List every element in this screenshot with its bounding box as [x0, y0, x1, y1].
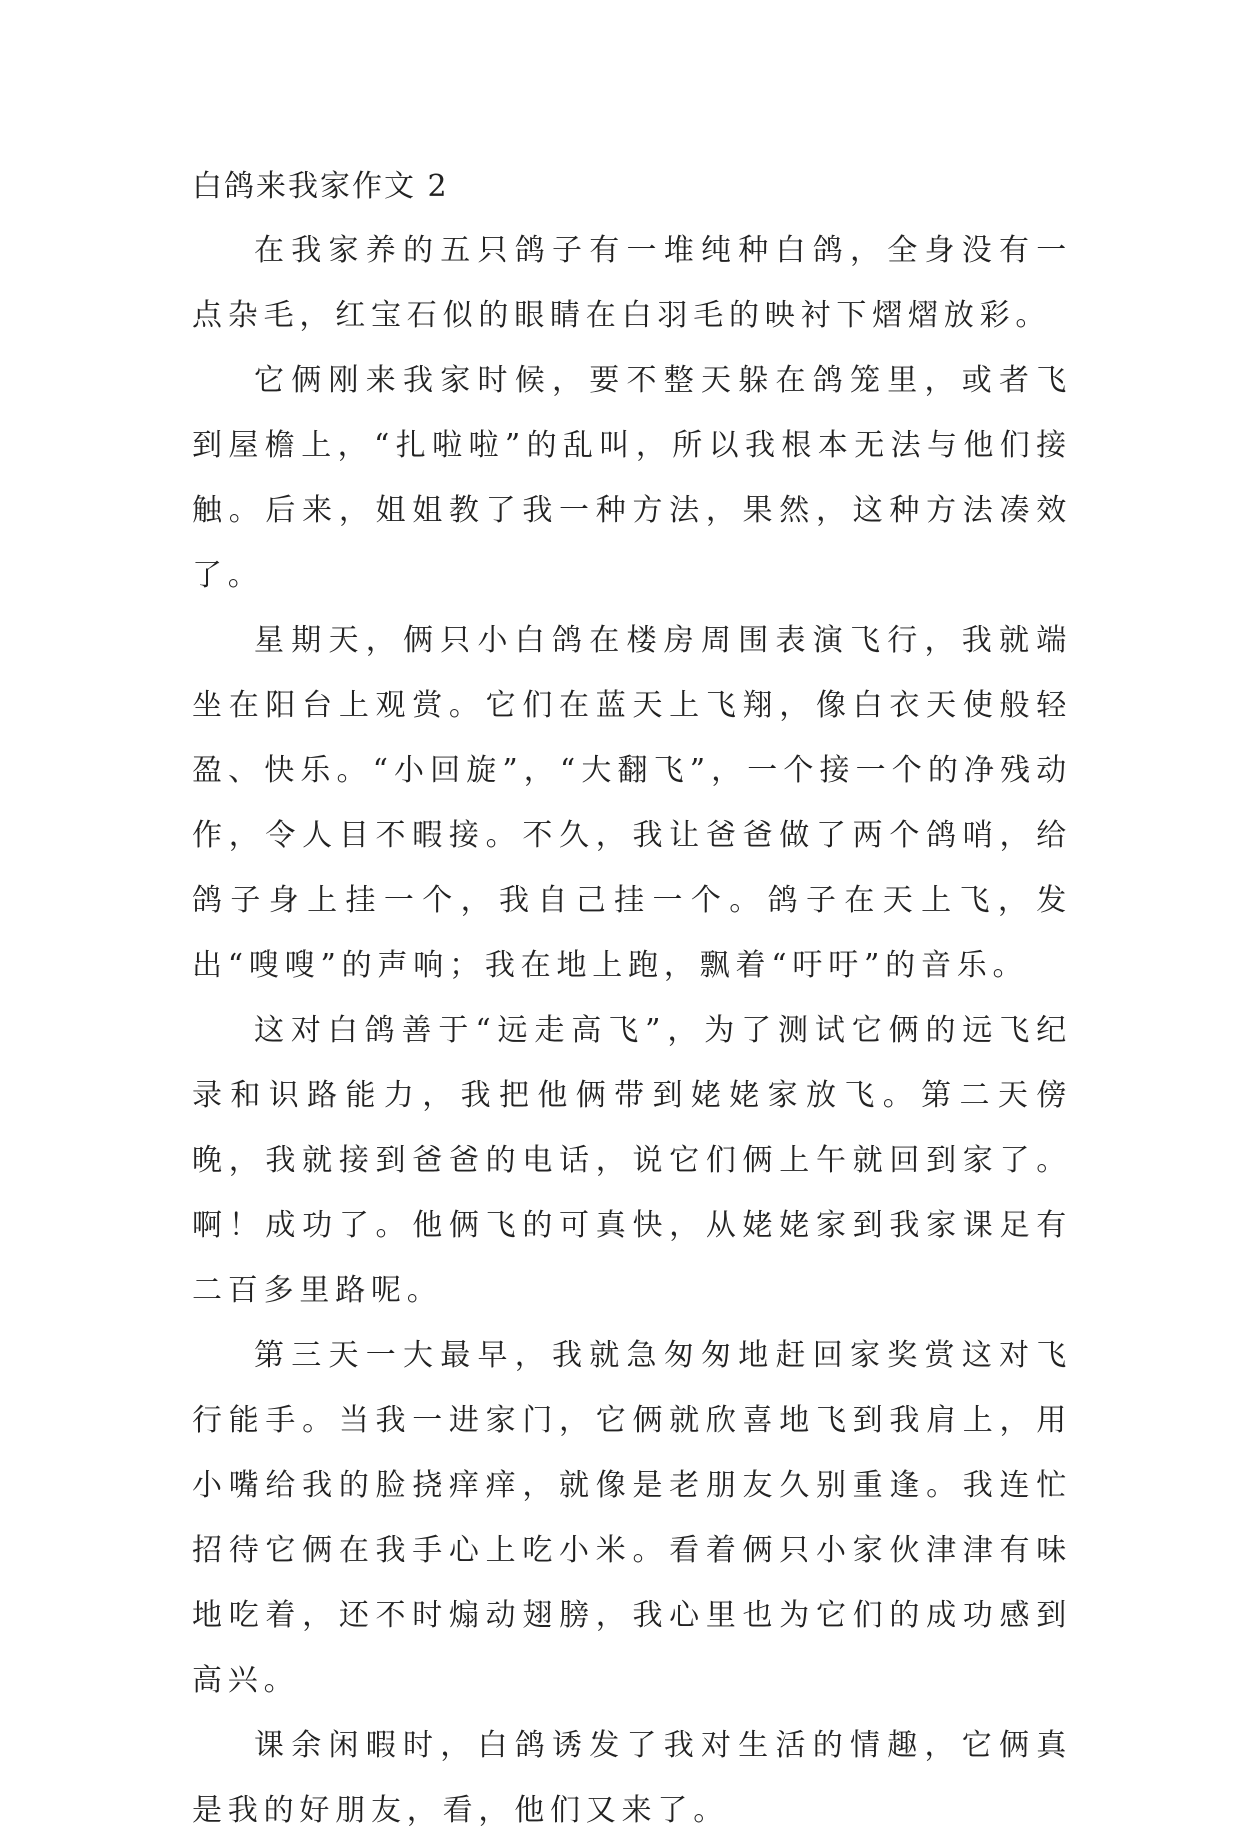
paragraph: 它俩刚来我家时候，要不整天躲在鸽笼里，或者飞到屋檐上，“扎啦啦”的乱叫，所以我根本无法与他们接触。后来，姐姐教了我一种方法，果然，这种方法凑效了。	[192, 363, 1072, 593]
document-body	[192, 162, 1072, 1843]
paragraph: 在我家养的五只鸽子有一堆纯种白鸽，全身没有一点杂毛，红宝石似的眼睛在白羽毛的映衬下熠熠放彩。	[192, 233, 1072, 333]
document-title: 白鸽来我家作文 2	[192, 169, 449, 204]
paragraph: 星期天，俩只小白鸽在楼房周围表演飞行，我就端坐在阳台上观赏。它们在蓝天上飞翔，像白衣天使般轻盈、快乐。“小回旋”，“大翻飞”，一个接一个的净残动作，令人目不暇接。不久，我让爸爸做了两个鸽哨，给鸽子身上挂一个，我自己挂一个。鸽子在天上飞，发出“嗖嗖”的声响；我在地上跑，飘着“吁吁”的音乐。	[192, 623, 1072, 983]
paragraph: 第三天一大最早，我就急匆匆地赶回家奖赏这对飞行能手。当我一进家门，它俩就欣喜地飞到我肩上，用小嘴给我的脸挠痒痒，就像是老朋友久别重逢。我连忙招待它俩在我手心上吃小米。看着俩只小家伙津津有味地吃着，还不时煽动翅膀，我心里也为它们的成功感到高兴。	[192, 1338, 1072, 1698]
paragraph: 这对白鸽善于“远走高飞”，为了测试它俩的远飞纪录和识路能力，我把他俩带到姥姥家放飞。第二天傍晚，我就接到爸爸的电话，说它们俩上午就回到家了。啊！成功了。他俩飞的可真快，从姥姥家到我家课足有二百多里路呢。	[192, 1013, 1072, 1308]
paragraph: 课余闲暇时，白鸽诱发了我对生活的情趣，它俩真是我的好朋友，看，他们又来了。	[192, 1728, 1072, 1828]
